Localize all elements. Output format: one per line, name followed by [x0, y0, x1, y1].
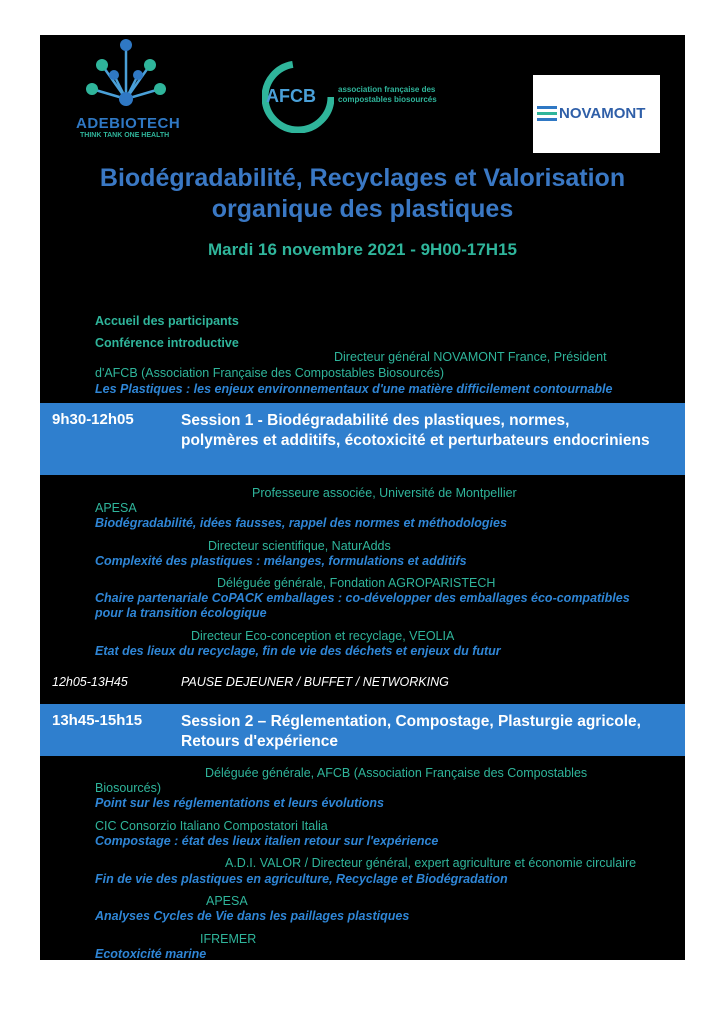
talk-title: Etat des lieux du recyclage, fin de vie des déchets et enjeux du futur — [95, 644, 501, 658]
talk-speaker-line1: Déléguée générale, AFCB (Association Française des Compostables — [205, 766, 588, 780]
afcb-subtitle-line1: association française des — [338, 85, 436, 94]
page-title-line2: organique des plastiques — [211, 195, 514, 223]
talk-speaker: IFREMER — [200, 932, 257, 946]
talk-speaker-line2: Biosourcés) — [95, 781, 161, 795]
afcb-logo — [262, 61, 472, 133]
molecule-icon — [72, 37, 192, 117]
talk-speaker: APESA — [206, 894, 248, 908]
program-sheet — [40, 35, 685, 960]
page-title-line1: Biodégradabilité, Recyclages et Valorisation — [99, 164, 626, 192]
pause-time: 12h05-13H45 — [52, 675, 128, 689]
talk-speaker: Professeure associée, Université de Montpellier — [252, 486, 517, 500]
afcb-subtitle-line2: compostables biosourcés — [338, 95, 437, 104]
adebiotech-tagline: THINK TANK ONE HEALTH — [80, 132, 170, 139]
adebiotech-name: ADEBIOTECH — [76, 115, 181, 132]
talk-title-line2: pour la transition écologique — [95, 606, 267, 620]
intro-speaker-line2: d'AFCB (Association Française des Compostables Biosourcés) — [95, 366, 445, 380]
session1-title: Session 1 - Biodégradabilité des plastiques, normes, polymères et additifs, écotoxicité et perturbateurs endocriniens — [181, 412, 650, 449]
afcb-name: AFCB — [266, 86, 316, 106]
session1-header — [40, 403, 685, 475]
pause-label: PAUSE DEJEUNER / BUFFET / NETWORKING — [181, 675, 449, 689]
talk-title-line1: Chaire partenariale CoPACK emballages : co-développer des emballages éco-compatibles — [95, 591, 630, 605]
event-date: Mardi 16 novembre 2021 - 9H00-17H15 — [208, 240, 517, 259]
talk-speaker: A.D.I. VALOR / Directeur général, expert agriculture et économie circulaire — [225, 856, 637, 870]
talk-speaker: CIC Consorzio Italiano Compostatori Italia — [95, 819, 328, 833]
talk-title: Analyses Cycles de Vie dans les paillages plastiques — [95, 909, 410, 923]
talk-title: Point sur les réglementations et leurs évolutions — [95, 796, 384, 810]
session1-time: 9h30-12h05 — [52, 411, 134, 428]
talk-title: Biodégradabilité, idées fausses, rappel des normes et méthodologies — [95, 516, 507, 530]
talk-title: Fin de vie des plastiques en agriculture, Recyclage et Biodégradation — [95, 872, 508, 886]
talk-title: Complexité des plastiques : mélanges, formulations et additifs — [95, 554, 467, 568]
session2-title: Session 2 – Réglementation, Compostage, Plasturgie agricole, Retours d'expérience — [181, 713, 641, 750]
talk-speaker: Déléguée générale, Fondation AGROPARISTECH — [217, 576, 496, 590]
novamont-logo — [533, 75, 660, 153]
session2-time: 13h45-15h15 — [52, 712, 143, 729]
accueil-item: Accueil des participants — [95, 314, 239, 328]
novamont-name: NOVAMONT — [559, 105, 646, 122]
intro-talk-title: Les Plastiques : les enjeux environnementaux d'une matière difficilement contournable — [95, 382, 613, 396]
adebiotech-logo — [72, 37, 192, 142]
talk-speaker: Directeur scientifique, NaturAdds — [208, 539, 391, 553]
talk-speaker: Directeur Eco-conception et recyclage, VEOLIA — [191, 629, 455, 643]
conference-item: Conférence introductive — [95, 336, 239, 350]
intro-speaker-line1: Directeur général NOVAMONT France, Président — [334, 350, 607, 364]
talk-affiliation: APESA — [95, 501, 137, 515]
novamont-mark-icon — [537, 104, 557, 124]
session2-header — [40, 704, 685, 756]
talk-title: Compostage : état des lieux italien retour sur l'expérience — [95, 834, 439, 848]
talk-title: Ecotoxicité marine — [95, 947, 207, 960]
